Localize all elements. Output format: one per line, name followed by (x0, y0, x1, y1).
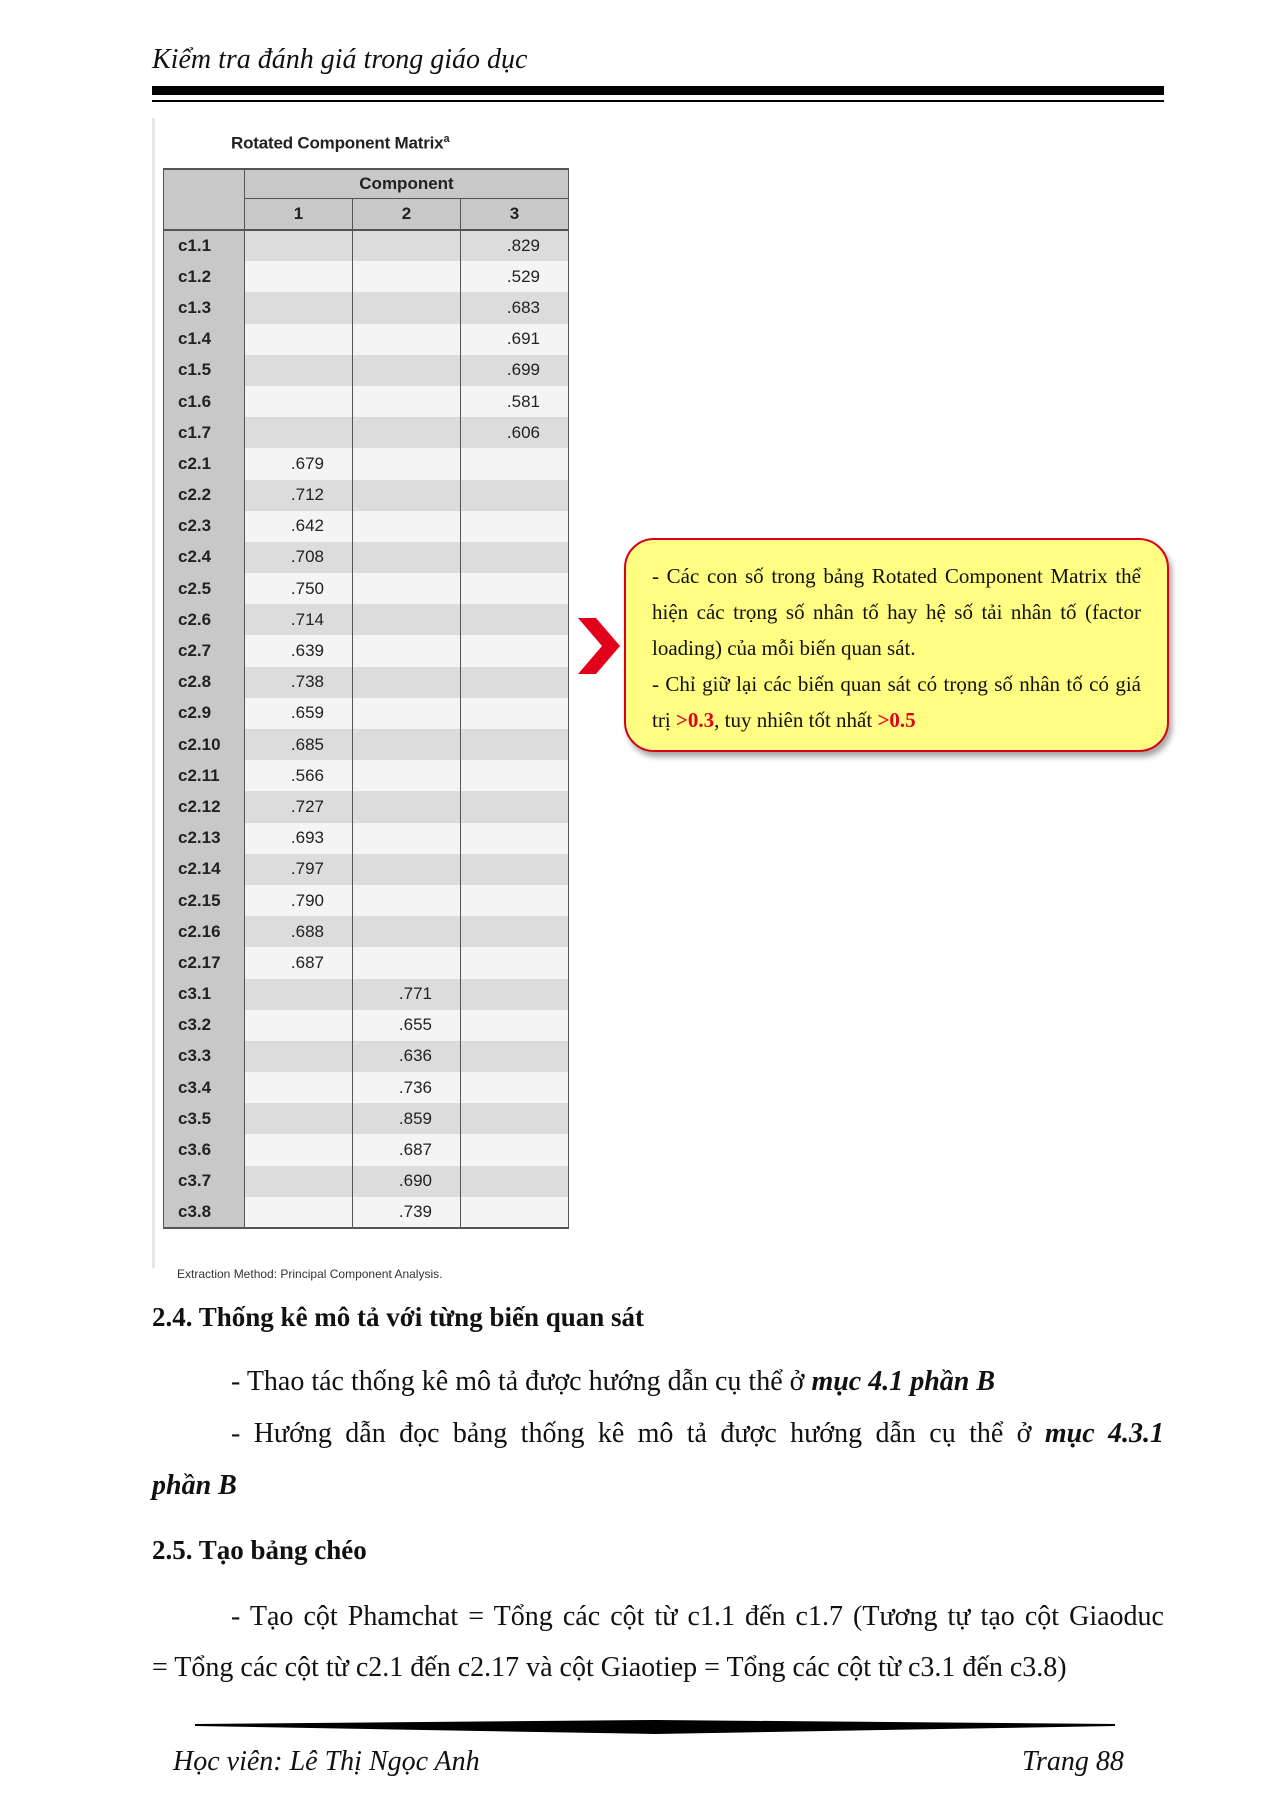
footer-author: Học viên: Lê Thị Ngọc Anh (173, 1746, 480, 1777)
loading-cell-component-1 (245, 1041, 353, 1072)
row-label: c1.2 (164, 261, 245, 292)
table-row (164, 448, 569, 479)
loading-cell-component-3 (461, 480, 569, 511)
row-label: c3.5 (164, 1103, 245, 1134)
table-row (164, 1010, 569, 1041)
p1-text: - Thao tác thống kê mô tả được hướng dẫn cụ thể ở (231, 1366, 812, 1397)
row-label: c3.2 (164, 1010, 245, 1041)
loading-cell-component-1 (245, 1197, 353, 1228)
loading-cell-component-2 (353, 261, 461, 292)
row-label: c2.7 (164, 635, 245, 666)
row-label: c2.1 (164, 448, 245, 479)
loading-cell-component-1: .685 (245, 729, 353, 760)
loading-cell-component-3 (461, 698, 569, 729)
table-row (164, 355, 569, 386)
row-label: c2.11 (164, 760, 245, 791)
header-rule-thin (152, 100, 1164, 102)
header-rule-thick (152, 86, 1164, 95)
chevron-right-icon (578, 618, 620, 674)
table-row (164, 760, 569, 791)
table-row (164, 573, 569, 604)
running-header-title: Kiểm tra đánh giá trong giáo dục (152, 44, 528, 75)
loading-cell-component-1: .688 (245, 916, 353, 947)
callout-threshold-05: >0.5 (877, 708, 916, 732)
table-row (164, 667, 569, 698)
row-label: c2.13 (164, 823, 245, 854)
table-row (164, 417, 569, 448)
loading-cell-component-2 (353, 667, 461, 698)
column-header-1: 1 (245, 199, 353, 231)
loading-cell-component-3 (461, 979, 569, 1010)
loading-cell-component-1: .687 (245, 947, 353, 978)
section-2-5-paragraph-line-2: = Tổng các cột từ c2.1 đến c2.17 và cột Giaotiep = Tổng các cột từ c3.1 đến c3.8) (152, 1652, 1067, 1683)
table-row (164, 511, 569, 542)
table-row (164, 1103, 569, 1134)
explanation-callout (624, 538, 1169, 752)
row-label: c2.5 (164, 573, 245, 604)
loading-cell-component-3 (461, 1166, 569, 1197)
loading-cell-component-2: .690 (353, 1166, 461, 1197)
loading-cell-component-1 (245, 261, 353, 292)
loading-cell-component-1 (245, 1103, 353, 1134)
row-label: c2.6 (164, 604, 245, 635)
loading-cell-component-2 (353, 230, 461, 261)
section-2-4-paragraph-2-continuation (152, 1470, 237, 1502)
table-row (164, 1197, 569, 1228)
loading-cell-component-3 (461, 667, 569, 698)
loading-cell-component-3: .529 (461, 261, 569, 292)
loading-cell-component-3: .691 (461, 324, 569, 355)
p2-text: - Hướng dẫn đọc bảng thống kê mô tả được hướng dẫn cụ thể ở (231, 1418, 1045, 1449)
loading-cell-component-2 (353, 480, 461, 511)
callout-line-2-text-a: - Chỉ giữ lại các biến quan sát có trọng số nhân tố có giá trị (652, 672, 1141, 732)
callout-line-1: - Các con số trong bảng Rotated Component Matrix thể hiện các trọng số nhân tố hay hệ số tải nhân tố (factor loading) của mỗi biến quan sát. (652, 564, 1141, 660)
loading-cell-component-3 (461, 1041, 569, 1072)
loading-cell-component-2: .771 (353, 979, 461, 1010)
row-label: c2.12 (164, 791, 245, 822)
loading-cell-component-3 (461, 760, 569, 791)
table-row (164, 542, 569, 573)
loading-cell-component-1 (245, 1010, 353, 1041)
loading-cell-component-3 (461, 542, 569, 573)
loading-cell-component-2 (353, 760, 461, 791)
table-row (164, 386, 569, 417)
loading-cell-component-3 (461, 823, 569, 854)
p2-reference-b: phần B (152, 1470, 237, 1501)
row-label: c2.8 (164, 667, 245, 698)
table-row (164, 729, 569, 760)
row-label: c2.15 (164, 885, 245, 916)
column-header-2: 2 (353, 199, 461, 231)
row-label: c1.4 (164, 324, 245, 355)
loading-cell-component-1: .750 (245, 573, 353, 604)
loading-cell-component-2 (353, 324, 461, 355)
loading-cell-component-2 (353, 355, 461, 386)
loading-cell-component-1 (245, 292, 353, 323)
section-2-4-paragraph-1 (231, 1366, 995, 1398)
loading-cell-component-3: .829 (461, 230, 569, 261)
loading-cell-component-3 (461, 448, 569, 479)
footer-divider (195, 1720, 1115, 1734)
loading-cell-component-2 (353, 386, 461, 417)
row-label: c3.3 (164, 1041, 245, 1072)
loading-cell-component-1: .790 (245, 885, 353, 916)
row-label: c1.7 (164, 417, 245, 448)
loading-cell-component-1: .797 (245, 854, 353, 885)
loading-cell-component-3 (461, 1134, 569, 1165)
table-row (164, 885, 569, 916)
table-row (164, 698, 569, 729)
loading-cell-component-1: .679 (245, 448, 353, 479)
table-row (164, 823, 569, 854)
loading-cell-component-3 (461, 1197, 569, 1228)
loading-cell-component-3 (461, 573, 569, 604)
loading-cell-component-2 (353, 885, 461, 916)
loading-cell-component-3 (461, 885, 569, 916)
row-label: c2.14 (164, 854, 245, 885)
footer-page-number: Trang 88 (1022, 1746, 1124, 1777)
loading-cell-component-2 (353, 635, 461, 666)
row-label: c3.1 (164, 979, 245, 1010)
loading-cell-component-3: .606 (461, 417, 569, 448)
loading-cell-component-3 (461, 1103, 569, 1134)
row-label: c1.1 (164, 230, 245, 261)
row-label: c2.16 (164, 916, 245, 947)
loading-cell-component-1: .566 (245, 760, 353, 791)
loading-cell-component-2 (353, 448, 461, 479)
loading-cell-component-2: .739 (353, 1197, 461, 1228)
row-label: c1.5 (164, 355, 245, 386)
loading-cell-component-2 (353, 791, 461, 822)
row-label: c3.6 (164, 1134, 245, 1165)
loading-cell-component-1: .693 (245, 823, 353, 854)
loading-cell-component-2 (353, 417, 461, 448)
loading-cell-component-1: .712 (245, 480, 353, 511)
loading-cell-component-1: .708 (245, 542, 353, 573)
row-label: c2.10 (164, 729, 245, 760)
row-label: c2.9 (164, 698, 245, 729)
rotated-component-matrix-figure (152, 118, 573, 1281)
table-footnote-cropped: Extraction Method: Principal Component Analysis. (177, 1267, 443, 1281)
loading-cell-component-1 (245, 1134, 353, 1165)
loading-cell-component-1 (245, 230, 353, 261)
loading-cell-component-3 (461, 635, 569, 666)
loading-cell-component-3 (461, 791, 569, 822)
section-heading-2-5: 2.5. Tạo bảng chéo (152, 1535, 367, 1565)
table-row (164, 324, 569, 355)
loading-cell-component-1 (245, 979, 353, 1010)
table-title-superscript: a (443, 133, 450, 145)
column-header-3: 3 (461, 199, 569, 231)
row-label: c2.17 (164, 947, 245, 978)
component-group-header: Component (245, 169, 569, 199)
loading-cell-component-1: .642 (245, 511, 353, 542)
loading-cell-component-2 (353, 604, 461, 635)
table-row (164, 480, 569, 511)
table-row (164, 1166, 569, 1197)
table-title-text: Rotated Component Matrix (231, 133, 444, 153)
loading-cell-component-1 (245, 1072, 353, 1103)
loading-cell-component-2 (353, 698, 461, 729)
loading-cell-component-3: .683 (461, 292, 569, 323)
table-row (164, 854, 569, 885)
loading-cell-component-1 (245, 324, 353, 355)
callout-threshold-03: >0.3 (675, 708, 715, 732)
table-row (164, 979, 569, 1010)
loading-cell-component-3 (461, 729, 569, 760)
loading-cell-component-2 (353, 823, 461, 854)
row-label: c3.7 (164, 1166, 245, 1197)
row-label: c2.3 (164, 511, 245, 542)
table-row (164, 1072, 569, 1103)
callout-line-2-text-b: , tuy nhiên tốt nhất (714, 708, 878, 732)
loading-cell-component-1: .639 (245, 635, 353, 666)
table-body (164, 230, 569, 1228)
loading-cell-component-1: .659 (245, 698, 353, 729)
loading-cell-component-2 (353, 542, 461, 573)
rotated-component-matrix-table (163, 168, 569, 1229)
section-2-4-paragraph-2 (231, 1418, 1164, 1450)
table-row (164, 292, 569, 323)
section-2-5-paragraph-line-1: - Tạo cột Phamchat = Tổng các cột từ c1.1 đến c1.7 (Tương tự tạo cột Giaoduc (231, 1601, 1164, 1632)
loading-cell-component-2: .687 (353, 1134, 461, 1165)
row-label: c3.8 (164, 1197, 245, 1228)
loading-cell-component-1 (245, 355, 353, 386)
table-row (164, 791, 569, 822)
loading-cell-component-3: .699 (461, 355, 569, 386)
table-title (231, 133, 449, 154)
loading-cell-component-2 (353, 729, 461, 760)
loading-cell-component-2: .655 (353, 1010, 461, 1041)
table-row (164, 261, 569, 292)
table-row (164, 947, 569, 978)
p1-reference: mục 4.1 phần B (811, 1366, 996, 1397)
loading-cell-component-3 (461, 947, 569, 978)
loading-cell-component-2 (353, 947, 461, 978)
loading-cell-component-1: .727 (245, 791, 353, 822)
row-label: c1.3 (164, 292, 245, 323)
loading-cell-component-3 (461, 1010, 569, 1041)
callout-line-2 (652, 666, 1141, 738)
loading-cell-component-3 (461, 854, 569, 885)
loading-cell-component-2 (353, 573, 461, 604)
section-heading-2-4: 2.4. Thống kê mô tả với từng biến quan sát (152, 1302, 645, 1332)
table-row (164, 635, 569, 666)
table-row (164, 230, 569, 261)
loading-cell-component-2 (353, 511, 461, 542)
p2-reference-a: mục 4.3.1 (1044, 1418, 1165, 1449)
loading-cell-component-1: .714 (245, 604, 353, 635)
row-label: c1.6 (164, 386, 245, 417)
loading-cell-component-1 (245, 417, 353, 448)
loading-cell-component-2 (353, 292, 461, 323)
loading-cell-component-1: .738 (245, 667, 353, 698)
table-row (164, 1134, 569, 1165)
loading-cell-component-3: .581 (461, 386, 569, 417)
row-label: c3.4 (164, 1072, 245, 1103)
loading-cell-component-1 (245, 1166, 353, 1197)
loading-cell-component-3 (461, 511, 569, 542)
loading-cell-component-1 (245, 386, 353, 417)
loading-cell-component-3 (461, 1072, 569, 1103)
table-row (164, 1041, 569, 1072)
row-label: c2.2 (164, 480, 245, 511)
row-label: c2.4 (164, 542, 245, 573)
table-row (164, 916, 569, 947)
loading-cell-component-2: .736 (353, 1072, 461, 1103)
loading-cell-component-2 (353, 854, 461, 885)
table-row (164, 604, 569, 635)
loading-cell-component-2: .859 (353, 1103, 461, 1134)
loading-cell-component-2 (353, 916, 461, 947)
loading-cell-component-2: .636 (353, 1041, 461, 1072)
table-corner-cell (164, 169, 245, 230)
loading-cell-component-3 (461, 604, 569, 635)
loading-cell-component-3 (461, 916, 569, 947)
